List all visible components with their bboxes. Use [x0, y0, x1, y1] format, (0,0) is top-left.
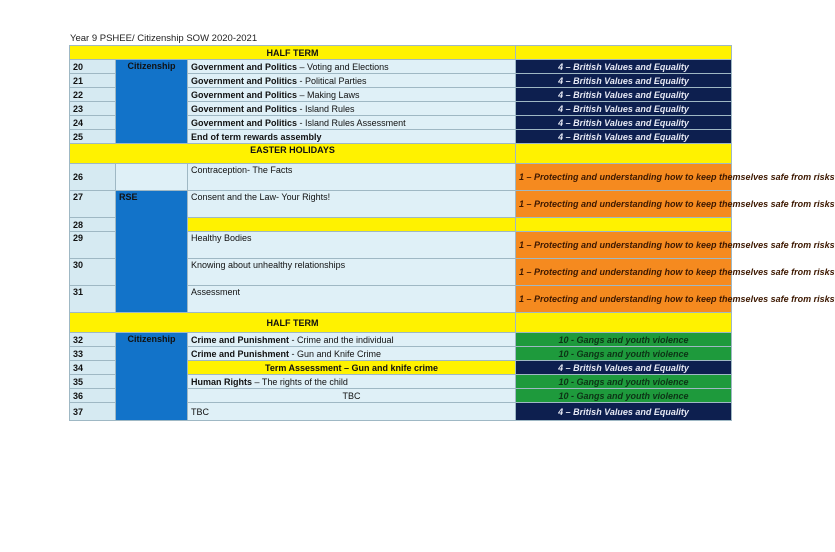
topic-cell: Government and Politics - Island Rules Assessment [188, 116, 516, 130]
week-number: 30 [70, 259, 116, 286]
theme-cell [516, 218, 732, 232]
theme-cell: 4 – British Values and Equality [516, 88, 732, 102]
week-number: 22 [70, 88, 116, 102]
topic-cell: Knowing about unhealthy relationships [188, 259, 516, 286]
week-number: 36 [70, 389, 116, 403]
topic-cell: Contraception- The Facts [188, 164, 516, 191]
table-row [70, 191, 732, 218]
half-term-label: HALF TERM [70, 313, 516, 333]
week-number: 28 [70, 218, 116, 232]
theme-cell: 4 – British Values and Equality [516, 74, 732, 88]
topic-cell: Government and Politics - Political Parties [188, 74, 516, 88]
theme-cell: 1 – Protecting and understanding how to keep themselves safe from risks [516, 191, 732, 218]
week-number: 33 [70, 347, 116, 361]
week-number: 21 [70, 74, 116, 88]
week-number: 29 [70, 232, 116, 259]
topic-cell: TBC [188, 389, 516, 403]
scheme-of-work-table [69, 45, 835, 421]
theme-cell: 4 – British Values and Equality [516, 361, 732, 375]
topic-cell: TBC [188, 403, 516, 421]
theme-cell: 4 – British Values and Equality [516, 102, 732, 116]
week-number: 37 [70, 403, 116, 421]
week-number: 24 [70, 116, 116, 130]
week-number: 32 [70, 333, 116, 347]
theme-cell: 4 – British Values and Equality [516, 116, 732, 130]
topic-cell: Government and Politics - Island Rules [188, 102, 516, 116]
week-number: 25 [70, 130, 116, 144]
theme-cell: 4 – British Values and Equality [516, 130, 732, 144]
topic-cell: Human Rights – The rights of the child [188, 375, 516, 389]
topic-cell [188, 218, 516, 232]
week-number: 27 [70, 191, 116, 218]
week-number: 20 [70, 60, 116, 74]
theme-cell: 4 – British Values and Equality [516, 403, 732, 421]
topic-cell: Crime and Punishment - Crime and the individual [188, 333, 516, 347]
topic-cell: Consent and the Law- Your Rights! [188, 191, 516, 218]
theme-cell: 10 - Gangs and youth violence [516, 347, 732, 361]
theme-cell: 10 - Gangs and youth violence [516, 375, 732, 389]
topic-cell: Government and Politics – Voting and Elections [188, 60, 516, 74]
half-term-row [70, 46, 732, 60]
document-title: Year 9 PSHEE/ Citizenship SOW 2020-2021 [70, 33, 258, 44]
topic-cell: Government and Politics – Making Laws [188, 88, 516, 102]
table-row [70, 333, 732, 347]
week-number: 31 [70, 286, 116, 313]
easter-holidays-row [70, 144, 732, 164]
half-term-label: HALF TERM [70, 46, 516, 60]
topic-cell: Assessment [188, 286, 516, 313]
table-row [70, 164, 732, 191]
theme-cell: 10 - Gangs and youth violence [516, 389, 732, 403]
week-number: 35 [70, 375, 116, 389]
theme-cell: 4 – British Values and Equality [516, 60, 732, 74]
subject-cell: Citizenship [116, 60, 188, 144]
week-number: 23 [70, 102, 116, 116]
table-row [70, 60, 732, 74]
subject-cell [116, 164, 188, 191]
subject-cell: Citizenship [116, 333, 188, 421]
theme-cell: 1 – Protecting and understanding how to keep themselves safe from risks [516, 259, 732, 286]
theme-cell: 1 – Protecting and understanding how to keep themselves safe from risks [516, 232, 732, 259]
theme-cell: 10 - Gangs and youth violence [516, 333, 732, 347]
week-number: 34 [70, 361, 116, 375]
assessment-cell: Term Assessment – Gun and knife crime [188, 361, 516, 375]
easter-holidays-label: EASTER HOLIDAYS [70, 144, 516, 164]
half-term-row [70, 313, 732, 333]
theme-cell: 1 – Protecting and understanding how to keep themselves safe from risks [516, 164, 732, 191]
topic-cell: Healthy Bodies [188, 232, 516, 259]
week-number: 26 [70, 164, 116, 191]
subject-cell: RSE [116, 191, 188, 313]
theme-cell: 1 – Protecting and understanding how to keep themselves safe from risks [516, 286, 732, 313]
topic-cell: Crime and Punishment - Gun and Knife Crime [188, 347, 516, 361]
topic-cell: End of term rewards assembly [188, 130, 516, 144]
